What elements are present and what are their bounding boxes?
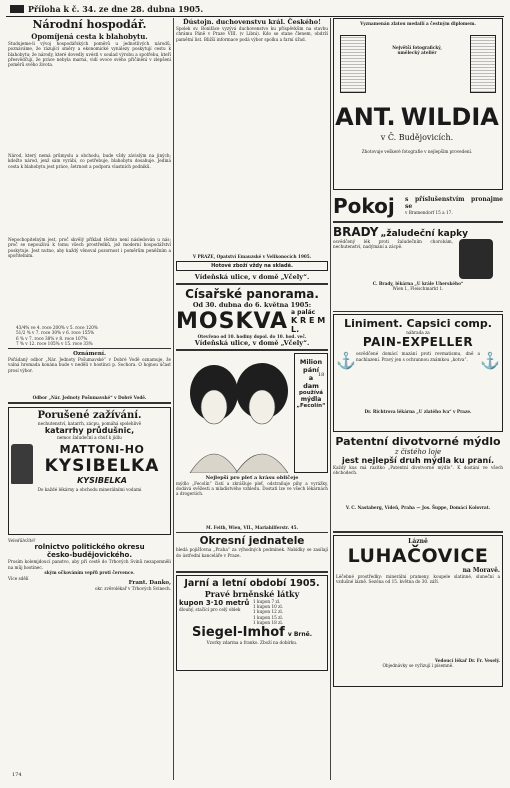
interest-table [16,325,171,346]
pillar-line: pání [303,365,319,374]
column-right [333,18,503,687]
fecolin-text: mýdlo „Fecolín“ čistí a zkrášluje pleť, odstraňuje pihy a vyrážky, dodává svěžesti a mladistvého vzhledu. Dostati lze ve všech lékárnách a drogeriích. [176,480,328,497]
two-ladies-portrait [176,353,294,473]
wildia-top: Vyznamenán zlatou medailí a čestným diplomem. [360,21,476,26]
wildia-label: Největší fotografický, [392,45,442,50]
price-row: 1 kupon 15 zl. [253,614,283,620]
room-ad [333,193,503,219]
fecolin-caption: Nejlepší pro pleť a krásu obličeje [205,474,299,481]
table-row: 43/4% ve 4. roce 200% v 5. roce 120% [16,325,98,330]
spa-text: Léčebné prostředky: minerální prameny, koupele slatinné, sluneční a vzdušné lázně. Sezóna od 15. května do 30. září. [336,573,500,584]
article-body: Spolek sv. Bonifáce vyzývá duchovenstvo ku příspěvkům na stavbu chrámu Páně v Praze VIII. (v Libni). Kdo se stane členem, obdrží pamětní list. Bližší informace podá výbor spolku a farní úřad. [176,26,328,42]
ad-sub: Více sdělí [8,575,29,581]
column-middle [176,18,328,671]
ad-header: Veledůležité! [8,537,36,543]
kupon-title: kupon 3·10 metrů [179,598,250,607]
fecolin-ad [176,353,328,475]
column-divider [330,18,331,780]
brand-product: KYSIBELKA [44,455,160,476]
article-title: Opomíjená cesta k blahobytu. [31,32,148,41]
wildia-name: ANT. [335,103,396,131]
brady-shop: C. Brady, lékárna „U krále Uherského“ [372,280,464,286]
section-title: Národní hospodář. [32,18,147,31]
address-line: Vídeňská ulice, v domě „Včely“. [194,339,310,348]
pillar-line: mýdla [300,395,322,403]
soap-signature: V. C. Nastaberg, Vídeň, Praha — Jos. Šuppe, Domácí Kolovrat. [345,505,491,510]
article-body: Národ, který nemá průmyslu a obchodu, bude vždy závislým na jiných; kdežto národ, jenž sám vyrábí, co potřebuje, blahobytu dosahuje. Jediná cesta k blahobytu jest práce, šetrnost a podpora vlastních podniků. [8,153,171,169]
spa-header: Lázně [408,537,428,545]
ad-text: Prosím kolemjdoucí panstvo, aby při cestě do Trhových Svinů nezapomněli na můj hostinec. [8,559,171,570]
pillar-box [294,353,328,473]
brady-ad [333,225,503,309]
vet-ad [8,538,171,591]
liniment-title: Liniment. Capsici comp. [344,317,492,330]
brand-product-sub: KYSIBELKA [77,475,127,485]
room-text: s příslušenstvím pronajme se [405,196,503,211]
panorama-sub: K R E M L. [291,315,326,334]
article-signature: V PRAZE, Opatství Emauzské v Velikonocích 1905. [192,254,312,259]
room-title: Pokoj [333,194,395,218]
table-row: 51/2 % v 7. roce 30% v 6. roce 155% [16,330,95,336]
brady-address: Wien I., Fleischmarkt 1. [392,285,444,291]
liniment-sub: náhrada za [406,330,430,335]
pillar-line: dam [303,381,319,390]
brady-text: osvědčený lék proti žaludečním chorobám, nechutenství, nadýmání a zácpě. [333,238,453,249]
article-body: Nepochopitelným jest, proč skvělý příklad těchto není následován u nás; proč se nepoužívá k tomu všech prostředků, jež moderní hospodářství poskytuje. Jest nutno, aby každý věnoval pozornost i poměrům peněžním a spořitelním. [8,237,171,258]
cloth-title: Pravé brněnské látky [204,588,300,599]
ad-title: rolnictvo politického okresu [34,543,145,552]
column-ornament-icon [470,35,496,93]
soap-sub: z čistého loje [394,448,442,456]
article-title: Ďústojn. duchovenstvu král. Českého! [183,18,321,26]
ad-number: 18 [318,372,325,378]
panorama-city: MOSKVA [176,308,289,334]
table-row: 7 % v 12. roce 105% v 15. roce 33% [16,340,93,346]
luhacovice-ad [333,535,503,687]
anchor-icon: ⚓ [480,351,500,371]
wildia-text: Zhotovuje veškeré fotografie v nejlepším provedení. [361,149,473,154]
agents-text: hledá pojišťovna „Praha“ za výhodných podmínek. Nabídky se zasílají do ústřední kanceláře v Praze. [176,547,328,558]
ad-product-sub: nemoc žaludeční a chuť k jídlu [57,435,122,441]
wildia-ad [333,18,503,190]
note-box: Hotové zboží vždy na skladě. [176,261,328,271]
panorama-title: Císařské panorama. [185,286,319,301]
company-name: Siegel-Imhof [192,625,285,641]
ad-text: nechutenství, katarrh, zácpu, pomáhá spolehlivě [37,420,142,426]
agents-title: Okresní jednatele [199,535,305,548]
column-left [8,18,171,591]
ad-title: česko-budějovického. [47,551,132,560]
notice-signature: Odbor „Nár. Jednoty Pošumavské“ v Dobré Vodě. [32,395,147,401]
pillar-line: a [308,373,314,382]
ad-footer: Do každé lékárny a obchodu minerálními vodami [37,486,142,492]
column-divider [173,18,174,780]
wildia-name: WILDIA [400,103,499,131]
panorama-dates: Od 30. dubna do 6. května 1905: [192,300,312,309]
season-title: Jarní a letní období 1905. [184,577,320,589]
spa-footer: Objednávky se vyřizují i písemně. [382,662,454,668]
price-row: 1 kupon 18 zl. [253,620,283,626]
wildia-city: v Č. Budějovicích. [380,133,454,142]
spa-name: LUHAČOVICE [347,544,489,567]
address-line: Vídeňská ulice, v domě „Včely“. [194,273,310,282]
header-ornament-icon [10,5,24,13]
kupon-sub: dlouhý, stačící pro celý oblek [179,606,241,612]
panorama-sub: a palác [291,308,316,316]
article-body: Studujeme-li vývoj hospodářských poměrů u jednotlivých národů, poznáváme, že rázující směry a ekonomické vynálezy poskytují cestu k blahobytu; že národy, které dovedly uvésti v soulad výrobu a spotřebu, kteří přesvědčují, že práce nebyla marná, vidí ovoce svého přičinění v zlepšení poměrů svého života. [8,41,171,68]
page-number: 174 [12,772,22,778]
fecolin-address: M. Feith, Wien, VII., Mariahilferstr. 45. [206,524,298,530]
soap-title: Patentní divotvorné mýdlo [335,435,501,448]
pillar-line: „Fecolín“ [296,402,326,409]
table-row: 6 % v 7. roce 38% v 8. roce 107% [16,335,88,341]
ad-signature: Frant. Danko, [128,579,171,586]
page-header [6,4,504,17]
pillar-line: používá [298,389,323,396]
ad-highlight: ským očkováním vepřů proti července. [44,570,135,576]
brady-product: „žaludeční kapky [380,228,469,239]
brady-name: BRADY [333,224,379,239]
pain-expeller-name: PAIN-EXPELLER [362,335,474,350]
ad-signature-sub: okr. zvěrolékař v Trhových Svinech. [95,586,171,592]
bottle-icon [11,444,33,484]
wildia-label: umělecký ateliér [397,50,437,56]
notice-header: Oznámení. [73,351,106,358]
ad-product: katarrhy průdušnic, [44,426,135,436]
company-text: Vzorky zdarma a franko. Zboží na dobírku. [206,640,298,646]
column-ornament-icon [340,35,366,93]
company-city: v Brně. [287,631,312,639]
price-row: 1 kupon 10 zl. [253,604,283,610]
soap-claim: jest nejlepší druh mýdla ku praní. [342,456,494,465]
spa-region: na Moravě. [462,566,500,574]
brady-bottle-icon [459,239,493,279]
mattoni-ad [8,407,171,535]
header-caption: Příloha k č. 34. ze dne 28. dubna 1905. [28,4,204,14]
brno-cloth-ad [176,575,328,671]
anchor-icon: ⚓ [336,351,356,371]
pillar-line: Milion [299,357,323,366]
panorama-hours: Otevřeno od 10. hodiny dopol. do 10. hod. več. [197,333,307,339]
ad-title: Porušené zažívání. [37,409,142,421]
room-address: v Bramendorf 15 a 17. [405,210,453,216]
pain-expeller-text: osvědčené domácí mazání proti revmatismu, dně a nachlazení. Pravý jen s ochrannou známkou „kotva“. [356,351,480,362]
pain-expeller-address: Dr. Richtrova lékárna „U zlatého lva“ v Praze. [364,409,472,415]
notice-text: Pořádaný odbor „Nár. Jednoty Pošumavské“ v Dobré Vodě oznamuje, že valná hromada konána bude v neděli v hostinci p. Sochora. O hojnou účast prosí výbor. [8,357,171,373]
brand-name: MATTONI-HO [59,442,145,456]
soap-ad [333,435,503,529]
price-row: 1 kupon 12 zl. [253,609,283,615]
spa-signature: Vedoucí lékař Dr. Fr. Veselý. [435,657,500,663]
soap-text: Každý kus má razítko „Patentní divotvorné mýdlo“. K dostání ve všech obchodech. [333,465,503,476]
pain-expeller-ad [333,314,503,432]
price-row: 1 kupon 7 zl. [253,598,281,604]
